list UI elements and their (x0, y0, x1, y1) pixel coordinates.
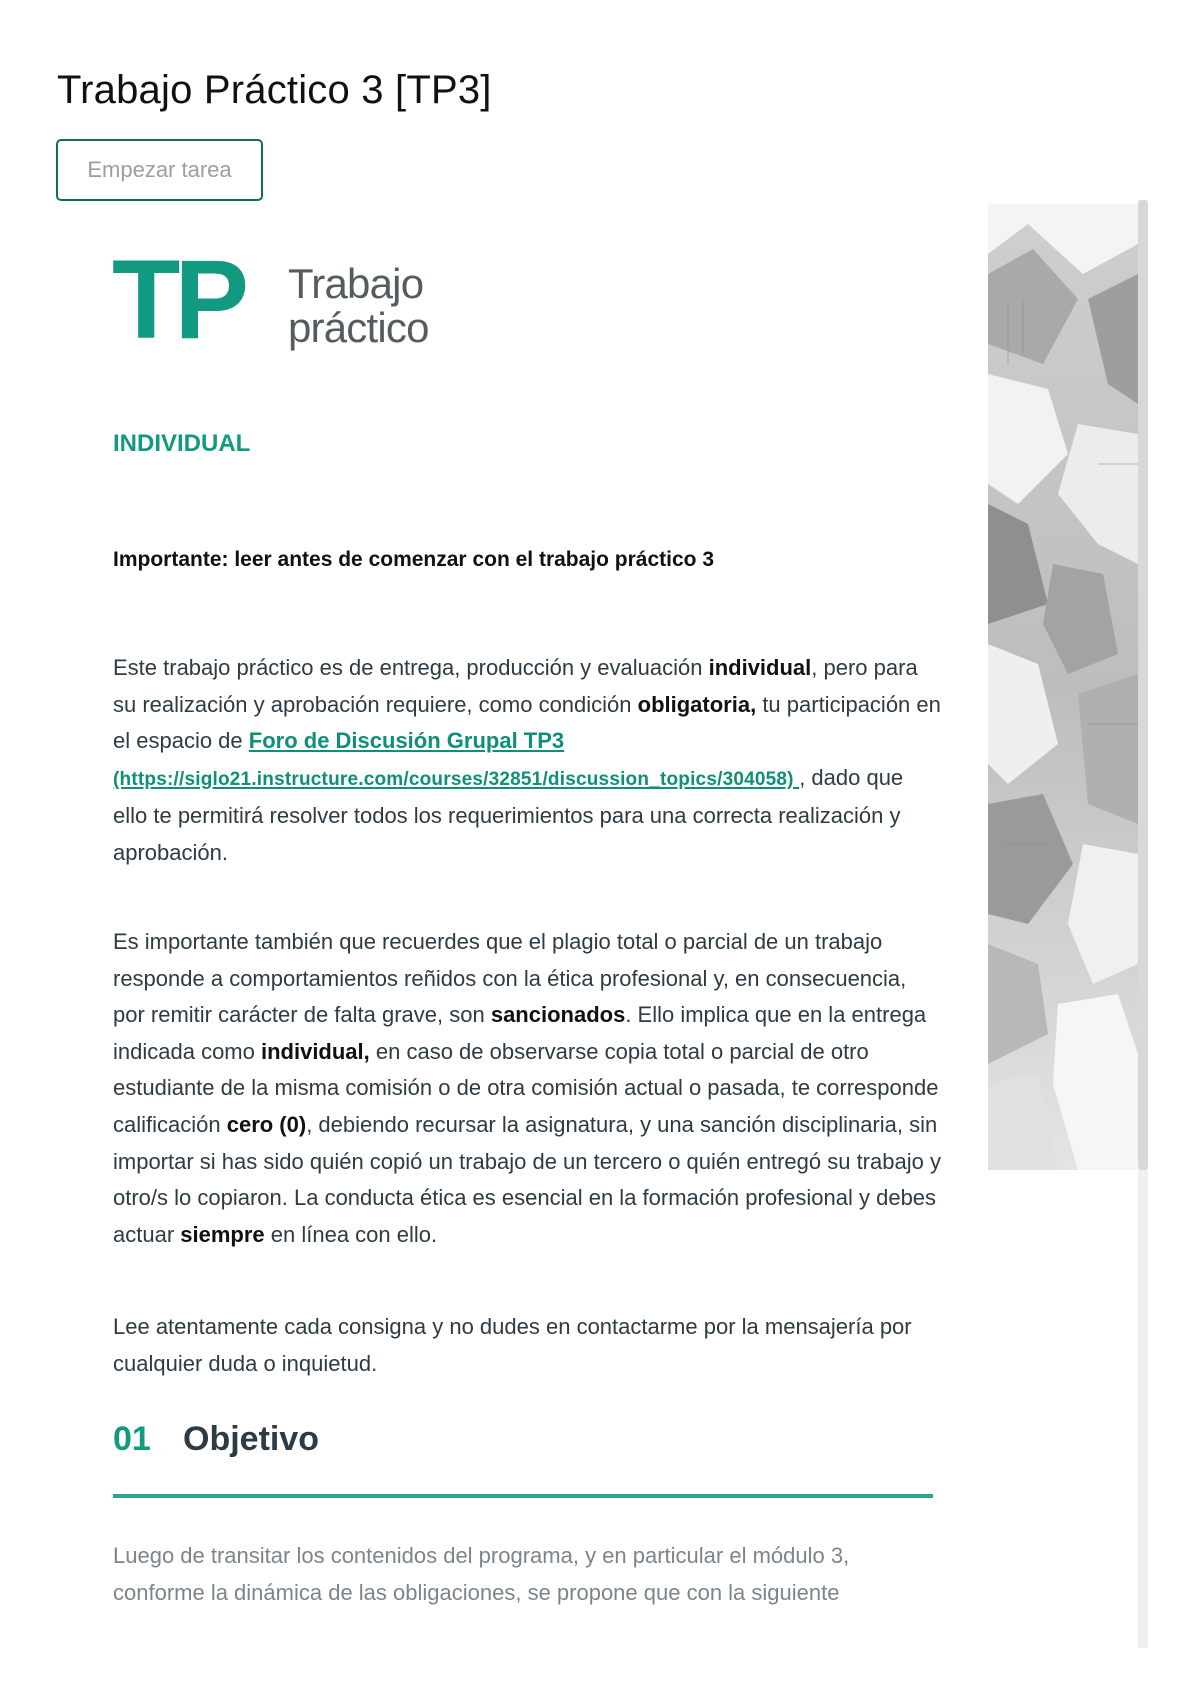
text-run: Es importante también que recuerdes que el plagio total o parcial de un trabajo responde a comportamientos reñidos con la ética profesional y, en consecuencia, por remitir carácter de falta grave, son (113, 929, 907, 1028)
section-objetivo-text: Luego de transitar los contenidos del programa, y en particular el módulo 3, conforme la dinámica de las obligaciones, se propone que con la siguiente (113, 1543, 850, 1605)
text-run: , debiendo recursar la asignatura, y una sanción disciplinaria, sin importar si has sido quién copió un trabajo de un tercero o quién entregó su trabajo y otro/s lo copiaron. La conducta ética es esencial en la formación profesional y debes actuar (113, 1111, 941, 1247)
bold-run: obligatoria, (637, 691, 757, 717)
section-number: 01 (113, 1420, 151, 1458)
tp-logo-line1: Trabajo (288, 260, 424, 307)
scrollbar-thumb[interactable] (1138, 200, 1148, 1170)
bold-run: sancionados (490, 1002, 626, 1028)
text-run: . Ello implica que en la entrega indicada como (113, 1002, 927, 1064)
bold-run: siempre (180, 1221, 265, 1247)
page-title: Trabajo Práctico 3 [TP3] (57, 68, 492, 112)
section-title: Objetivo (183, 1420, 320, 1458)
tp-logo-text (288, 262, 429, 350)
tp-logo-mark: TP (112, 237, 244, 362)
important-notice: Importante: leer antes de comenzar con el trabajo práctico 3 (113, 548, 715, 571)
paragraph-participation (113, 650, 943, 872)
paragraph-plagiarism (113, 924, 943, 1253)
decorative-banner-image (988, 204, 1138, 1170)
bold-run: individual (708, 655, 812, 680)
tp-logo (112, 237, 452, 362)
tp-logo-line2: práctico (288, 304, 429, 351)
text-run: tu participación en el espacio de (113, 691, 941, 754)
section-divider (113, 1494, 933, 1498)
forum-link-url: (https://siglo21.instructure.com/courses/32851/discussion_topics/304058) (113, 768, 800, 790)
text-run: , dado que ello te permitirá resolver todos los requerimientos para una correcta realización y aprobación. (113, 764, 904, 865)
text-run: , pero para su realización y aprobación requiere, como condición (113, 655, 918, 717)
bold-run: cero (0) (226, 1111, 307, 1137)
section-objetivo-header (113, 1420, 933, 1500)
forum-link-text: Foro de Discusión Grupal TP3 (248, 728, 565, 754)
text-run: Este trabajo práctico es de entrega, producción y evaluación (113, 655, 709, 680)
start-task-button[interactable]: Empezar tarea (56, 139, 263, 201)
paragraph-contact: Lee atentamente cada consigna y no dudes en contactarme por la mensajería por cualquier duda o inquietud. (113, 1314, 912, 1376)
text-run: en caso de observarse copia total o parcial de otro estudiante de la misma comisión o de otra comisión actual o pasada, te corresponde calificación (113, 1038, 939, 1137)
bold-run: individual, (260, 1038, 370, 1064)
text-run: en línea con ello. (264, 1221, 438, 1247)
individual-label: INDIVIDUAL (113, 430, 251, 457)
